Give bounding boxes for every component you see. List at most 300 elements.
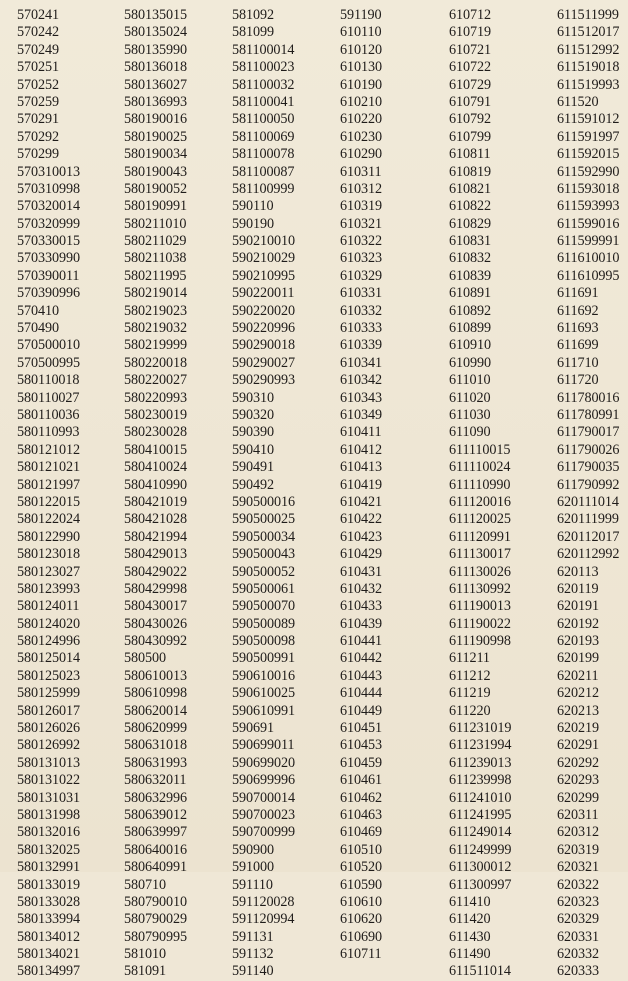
code-entry: 581100078 <box>232 146 295 163</box>
code-entry: 590500034 <box>232 528 295 545</box>
code-entry: 620331 <box>557 928 599 945</box>
code-entry: 610799 <box>449 128 491 145</box>
code-entry: 610339 <box>340 337 382 354</box>
code-entry: 570292 <box>17 128 59 145</box>
code-entry: 580126026 <box>17 720 80 737</box>
code-entry: 580133019 <box>17 876 80 893</box>
code-entry: 570410 <box>17 302 59 319</box>
code-entry: 580110036 <box>17 406 80 423</box>
code-entry: 610419 <box>340 476 382 493</box>
code-entry: 610413 <box>340 459 382 476</box>
code-entry: 611519993 <box>557 76 620 93</box>
code-entry: 610839 <box>449 267 491 284</box>
code-entry: 590500025 <box>232 511 295 528</box>
code-entry: 580131031 <box>17 789 80 806</box>
code-entry: 580220027 <box>124 372 187 389</box>
code-entry: 570330990 <box>17 250 80 267</box>
code-entry: 580124011 <box>17 598 80 615</box>
code-column-4 <box>340 7 449 981</box>
code-entry: 611190998 <box>449 633 511 650</box>
code-entry: 590220011 <box>232 285 295 302</box>
code-entry: 580620014 <box>124 702 187 719</box>
code-entry: 620112992 <box>557 546 620 563</box>
code-entry: 611520 <box>557 93 599 110</box>
code-entry: 610429 <box>340 546 382 563</box>
code-entry: 620332 <box>557 946 599 963</box>
code-entry: 590310 <box>232 389 274 406</box>
code-entry: 611239013 <box>449 754 512 771</box>
code-entry: 610421 <box>340 493 382 510</box>
code-entry: 610690 <box>340 928 382 945</box>
code-entry: 620321 <box>557 859 599 876</box>
code-entry: 610792 <box>449 111 491 128</box>
code-entry: 610821 <box>449 180 491 197</box>
code-entry: 590900 <box>232 841 274 858</box>
code-entry: 590700014 <box>232 789 295 806</box>
code-entry: 611599991 <box>557 233 620 250</box>
code-entry: 580123018 <box>17 546 80 563</box>
code-entry: 620191 <box>557 598 599 615</box>
code-entry: 611220 <box>449 702 491 719</box>
code-entry: 611300997 <box>449 876 512 893</box>
code-entry: 590500016 <box>232 493 295 510</box>
code-entry: 620112017 <box>557 528 620 545</box>
code-entry: 620111014 <box>557 493 619 510</box>
code-entry: 610290 <box>340 146 382 163</box>
code-entry: 620292 <box>557 754 599 771</box>
code-entry: 620322 <box>557 876 599 893</box>
code-entry: 580132991 <box>17 859 80 876</box>
code-entry: 611430 <box>449 928 491 945</box>
code-entry: 611593993 <box>557 198 620 215</box>
code-entry: 610321 <box>340 215 382 232</box>
code-entry: 610832 <box>449 250 491 267</box>
code-entry: 620111999 <box>557 511 619 528</box>
code-entry: 611790026 <box>557 441 620 458</box>
code-entry: 611090 <box>449 424 491 441</box>
code-entry: 610461 <box>340 772 382 789</box>
code-entry: 581100050 <box>232 111 295 128</box>
code-entry: 620213 <box>557 702 599 719</box>
code-entry: 590290993 <box>232 372 295 389</box>
code-entry: 610990 <box>449 354 491 371</box>
code-entry: 590410 <box>232 441 274 458</box>
code-entry: 580211010 <box>124 215 187 232</box>
code-entry: 611130017 <box>449 546 511 563</box>
code-entry: 580131022 <box>17 772 80 789</box>
code-entry: 580620999 <box>124 720 187 737</box>
code-entry: 581100023 <box>232 59 295 76</box>
code-entry: 610719 <box>449 24 491 41</box>
code-entry: 591190 <box>340 7 382 23</box>
code-entry: 610892 <box>449 302 491 319</box>
code-entry: 610130 <box>340 59 382 76</box>
code-entry: 590492 <box>232 476 274 493</box>
code-entry: 620291 <box>557 737 599 754</box>
code-entry: 610590 <box>340 876 382 893</box>
code-entry: 590210995 <box>232 267 295 284</box>
code-entry: 590699996 <box>232 772 295 789</box>
code-entry: 610311 <box>340 163 382 180</box>
code-entry: 610459 <box>340 754 382 771</box>
code-entry: 610442 <box>340 650 382 667</box>
code-entry: 620312 <box>557 824 599 841</box>
code-entry: 580410990 <box>124 476 187 493</box>
code-entry: 610443 <box>340 667 382 684</box>
code-entry: 570330015 <box>17 233 80 250</box>
code-entry: 580410024 <box>124 459 187 476</box>
code-entry: 611212 <box>449 667 491 684</box>
code-entry: 591131 <box>232 928 274 945</box>
code-entry: 590500089 <box>232 615 295 632</box>
code-entry: 570500010 <box>17 337 80 354</box>
code-entry: 580126992 <box>17 737 80 754</box>
code-entry: 620193 <box>557 633 599 650</box>
code-entry: 610349 <box>340 406 382 423</box>
code-entry: 610333 <box>340 320 382 337</box>
code-entry: 590699011 <box>232 737 295 754</box>
code-entry: 591110 <box>232 876 273 893</box>
code-entry: 580230019 <box>124 406 187 423</box>
code-entry: 580421994 <box>124 528 187 545</box>
code-entry: 611020 <box>449 389 491 406</box>
code-entry: 610722 <box>449 59 491 76</box>
code-entry: 610312 <box>340 180 382 197</box>
code-entry: 581100032 <box>232 76 295 93</box>
code-entry: 610819 <box>449 163 491 180</box>
code-entry: 591132 <box>232 946 274 963</box>
code-entry: 610220 <box>340 111 382 128</box>
code-entry: 620192 <box>557 615 599 632</box>
code-entry: 580123993 <box>17 580 80 597</box>
code-entry: 581091 <box>124 963 166 980</box>
code-entry: 590691 <box>232 720 274 737</box>
code-entry: 610829 <box>449 215 491 232</box>
code-entry: 610210 <box>340 93 382 110</box>
code-entry: 580110027 <box>17 389 80 406</box>
code-entry: 611512017 <box>557 24 620 41</box>
code-entry: 580220018 <box>124 354 187 371</box>
code-entry: 620311 <box>557 806 599 823</box>
code-entry: 611591012 <box>557 111 620 128</box>
code-entry: 590500098 <box>232 633 295 650</box>
code-entry: 610831 <box>449 233 491 250</box>
code-entry: 590610016 <box>232 667 295 684</box>
code-entry: 581100087 <box>232 163 295 180</box>
code-entry: 580430026 <box>124 615 187 632</box>
code-entry: 610711 <box>340 946 382 963</box>
code-entry: 580125999 <box>17 685 80 702</box>
code-entry: 590500991 <box>232 650 295 667</box>
code-entry: 580710 <box>124 876 166 893</box>
code-entry: 580134012 <box>17 928 80 945</box>
code-entry: 620299 <box>557 789 599 806</box>
code-entry: 580110018 <box>17 372 80 389</box>
code-entry: 580610013 <box>124 667 187 684</box>
code-entry: 610329 <box>340 267 382 284</box>
code-entry: 580131013 <box>17 754 80 771</box>
code-entry: 611490 <box>449 946 491 963</box>
code-entry: 611693 <box>557 320 599 337</box>
code-entry: 620199 <box>557 650 599 667</box>
code-entry: 580134997 <box>17 963 80 980</box>
code-entry: 590220020 <box>232 302 295 319</box>
code-entry: 590210029 <box>232 250 295 267</box>
code-entry: 580220993 <box>124 389 187 406</box>
code-entry: 590700999 <box>232 824 295 841</box>
code-entry: 611211 <box>449 650 490 667</box>
code-entry: 611130992 <box>449 580 511 597</box>
code-entry: 611110990 <box>449 476 511 493</box>
code-entry: 620323 <box>557 893 599 910</box>
code-entry: 611190022 <box>449 615 511 632</box>
code-entry: 580131998 <box>17 806 80 823</box>
code-entry: 610432 <box>340 580 382 597</box>
code-entry: 611190013 <box>449 598 511 615</box>
code-entry: 591000 <box>232 859 274 876</box>
code-entry: 570291 <box>17 111 59 128</box>
code-entry: 620293 <box>557 772 599 789</box>
code-entry: 611710 <box>557 354 599 371</box>
code-entry: 611030 <box>449 406 491 423</box>
code-entry: 620212 <box>557 685 599 702</box>
code-entry: 580136993 <box>124 93 187 110</box>
code-entry: 580219999 <box>124 337 187 354</box>
code-entry: 570252 <box>17 76 59 93</box>
code-entry: 570320014 <box>17 198 80 215</box>
code-entry: 610822 <box>449 198 491 215</box>
code-entry: 580631018 <box>124 737 187 754</box>
code-entry: 580190025 <box>124 128 187 145</box>
code-entry: 570259 <box>17 93 59 110</box>
code-entry: 590210010 <box>232 233 295 250</box>
code-entry: 580211029 <box>124 233 187 250</box>
code-entry: 611420 <box>449 911 491 928</box>
code-entry: 581100069 <box>232 128 295 145</box>
code-entry: 580430017 <box>124 598 187 615</box>
code-entry: 580429013 <box>124 546 187 563</box>
code-entry: 620219 <box>557 720 599 737</box>
code-entry: 590610991 <box>232 702 295 719</box>
code-entry: 580632996 <box>124 789 187 806</box>
code-entry: 580639012 <box>124 806 187 823</box>
code-entry: 610469 <box>340 824 382 841</box>
code-entry: 580122990 <box>17 528 80 545</box>
code-entry: 610110 <box>340 24 382 41</box>
code-entry: 611790992 <box>557 476 620 493</box>
code-entry: 580133994 <box>17 911 80 928</box>
code-entry: 620329 <box>557 911 599 928</box>
code-entry: 580219014 <box>124 285 187 302</box>
code-entry: 611790017 <box>557 424 620 441</box>
code-entry: 580219032 <box>124 320 187 337</box>
code-entry: 590110 <box>232 198 274 215</box>
code-entry: 611599016 <box>557 215 620 232</box>
code-entry: 580125023 <box>17 667 80 684</box>
code-entry: 610729 <box>449 76 491 93</box>
code-entry: 580132016 <box>17 824 80 841</box>
code-entry: 611610010 <box>557 250 620 267</box>
code-entry: 620333 <box>557 963 599 980</box>
code-entry: 591120028 <box>232 893 295 910</box>
code-entry: 611592990 <box>557 163 620 180</box>
code-entry: 610453 <box>340 737 382 754</box>
code-entry: 570390996 <box>17 285 80 302</box>
code-entry: 590500043 <box>232 546 295 563</box>
code-entry: 611699 <box>557 337 599 354</box>
code-entry: 580429998 <box>124 580 187 597</box>
code-entry: 611720 <box>557 372 599 389</box>
code-entry: 610610 <box>340 893 382 910</box>
code-entry: 590320 <box>232 406 274 423</box>
code-entry: 611511999 <box>557 7 619 23</box>
code-entry: 580640016 <box>124 841 187 858</box>
code-entry: 611249014 <box>449 824 512 841</box>
code-column-3 <box>232 7 340 981</box>
code-entry: 570500995 <box>17 354 80 371</box>
code-entry: 580136018 <box>124 59 187 76</box>
code-column-1 <box>17 7 124 981</box>
code-entry: 610441 <box>340 633 382 650</box>
code-entry: 580122024 <box>17 511 80 528</box>
code-entry: 610412 <box>340 441 382 458</box>
code-entry: 590610025 <box>232 685 295 702</box>
code-entry: 610323 <box>340 250 382 267</box>
code-entry: 580135015 <box>124 7 187 23</box>
code-entry: 610811 <box>449 146 491 163</box>
code-entry: 580421028 <box>124 511 187 528</box>
code-entry: 580230028 <box>124 424 187 441</box>
code-entry: 580122015 <box>17 493 80 510</box>
code-entry: 611010 <box>449 372 491 389</box>
code-entry: 580136027 <box>124 76 187 93</box>
code-entry: 610449 <box>340 702 382 719</box>
code-entry: 580639997 <box>124 824 187 841</box>
code-entry: 590491 <box>232 459 274 476</box>
code-entry: 610322 <box>340 233 382 250</box>
code-entry: 580790029 <box>124 911 187 928</box>
code-entry: 580190991 <box>124 198 187 215</box>
code-entry: 611231019 <box>449 720 512 737</box>
code-entry: 580132025 <box>17 841 80 858</box>
code-entry: 570310013 <box>17 163 80 180</box>
code-entry: 611410 <box>449 893 491 910</box>
code-entry: 580500 <box>124 650 166 667</box>
code-entry: 610422 <box>340 511 382 528</box>
code-entry: 620211 <box>557 667 599 684</box>
code-entry: 580134021 <box>17 946 80 963</box>
code-entry: 591140 <box>232 963 274 980</box>
code-entry: 611591997 <box>557 128 620 145</box>
code-entry: 570249 <box>17 41 59 58</box>
code-entry: 570310998 <box>17 180 80 197</box>
code-entry: 610910 <box>449 337 491 354</box>
code-entry: 610444 <box>340 685 382 702</box>
code-entry: 611512992 <box>557 41 620 58</box>
code-entry: 580219023 <box>124 302 187 319</box>
code-entry: 610620 <box>340 911 382 928</box>
code-column-2 <box>124 7 231 981</box>
code-entry: 580211995 <box>124 267 187 284</box>
code-entry: 611241995 <box>449 806 512 823</box>
code-entry: 611110024 <box>449 459 511 476</box>
code-entry: 620119 <box>557 580 599 597</box>
code-entry: 610423 <box>340 528 382 545</box>
code-entry: 590290027 <box>232 354 295 371</box>
code-entry: 580610998 <box>124 685 187 702</box>
code-entry: 611519018 <box>557 59 620 76</box>
code-entry: 610341 <box>340 354 382 371</box>
code-entry: 580190016 <box>124 111 187 128</box>
code-entry: 580640991 <box>124 859 187 876</box>
code-entry: 590190 <box>232 215 274 232</box>
code-entry: 581099 <box>232 24 274 41</box>
code-entry: 611130026 <box>449 563 511 580</box>
code-entry: 580632011 <box>124 772 187 789</box>
code-entry: 620319 <box>557 841 599 858</box>
code-entry: 580121997 <box>17 476 80 493</box>
code-entry: 580190034 <box>124 146 187 163</box>
code-entry: 581100999 <box>232 180 295 197</box>
code-entry: 580790995 <box>124 928 187 945</box>
code-entry: 611110015 <box>449 441 511 458</box>
code-entry: 590500052 <box>232 563 295 580</box>
code-entry: 581100014 <box>232 41 295 58</box>
code-entry: 610721 <box>449 41 491 58</box>
code-entry: 570390011 <box>17 267 80 284</box>
code-entry: 611593018 <box>557 180 620 197</box>
code-entry: 590220996 <box>232 320 295 337</box>
code-entry: 611592015 <box>557 146 620 163</box>
code-entry: 590699020 <box>232 754 295 771</box>
code-entry: 610230 <box>340 128 382 145</box>
code-entry: 580126017 <box>17 702 80 719</box>
code-entry: 580124996 <box>17 633 80 650</box>
code-entry: 611249999 <box>449 841 512 858</box>
code-entry: 610120 <box>340 41 382 58</box>
code-entry: 591120994 <box>232 911 295 928</box>
code-entry: 611219 <box>449 685 491 702</box>
code-entry: 611239998 <box>449 772 512 789</box>
code-entry: 570490 <box>17 320 59 337</box>
code-entry: 570299 <box>17 146 59 163</box>
code-entry: 610190 <box>340 76 382 93</box>
code-entry: 580190052 <box>124 180 187 197</box>
code-entry: 580125014 <box>17 650 80 667</box>
code-entry: 570251 <box>17 59 59 76</box>
code-entry: 611120025 <box>449 511 511 528</box>
code-entry: 611300012 <box>449 859 512 876</box>
code-entry: 610520 <box>340 859 382 876</box>
code-entry: 610712 <box>449 7 491 23</box>
code-entry: 610343 <box>340 389 382 406</box>
code-entry: 580110993 <box>17 424 80 441</box>
code-entry: 611692 <box>557 302 599 319</box>
code-column-6 <box>557 7 627 981</box>
code-entry: 590700023 <box>232 806 295 823</box>
code-entry: 610433 <box>340 598 382 615</box>
code-entry: 611790035 <box>557 459 620 476</box>
code-entry: 590390 <box>232 424 274 441</box>
code-entry: 610439 <box>340 615 382 632</box>
code-entry: 611120991 <box>449 528 511 545</box>
code-entry: 611511014 <box>449 963 511 980</box>
code-entry: 580190043 <box>124 163 187 180</box>
code-entry: 580410015 <box>124 441 187 458</box>
code-entry: 580133028 <box>17 893 80 910</box>
code-entry: 610342 <box>340 372 382 389</box>
code-entry: 570241 <box>17 7 59 23</box>
